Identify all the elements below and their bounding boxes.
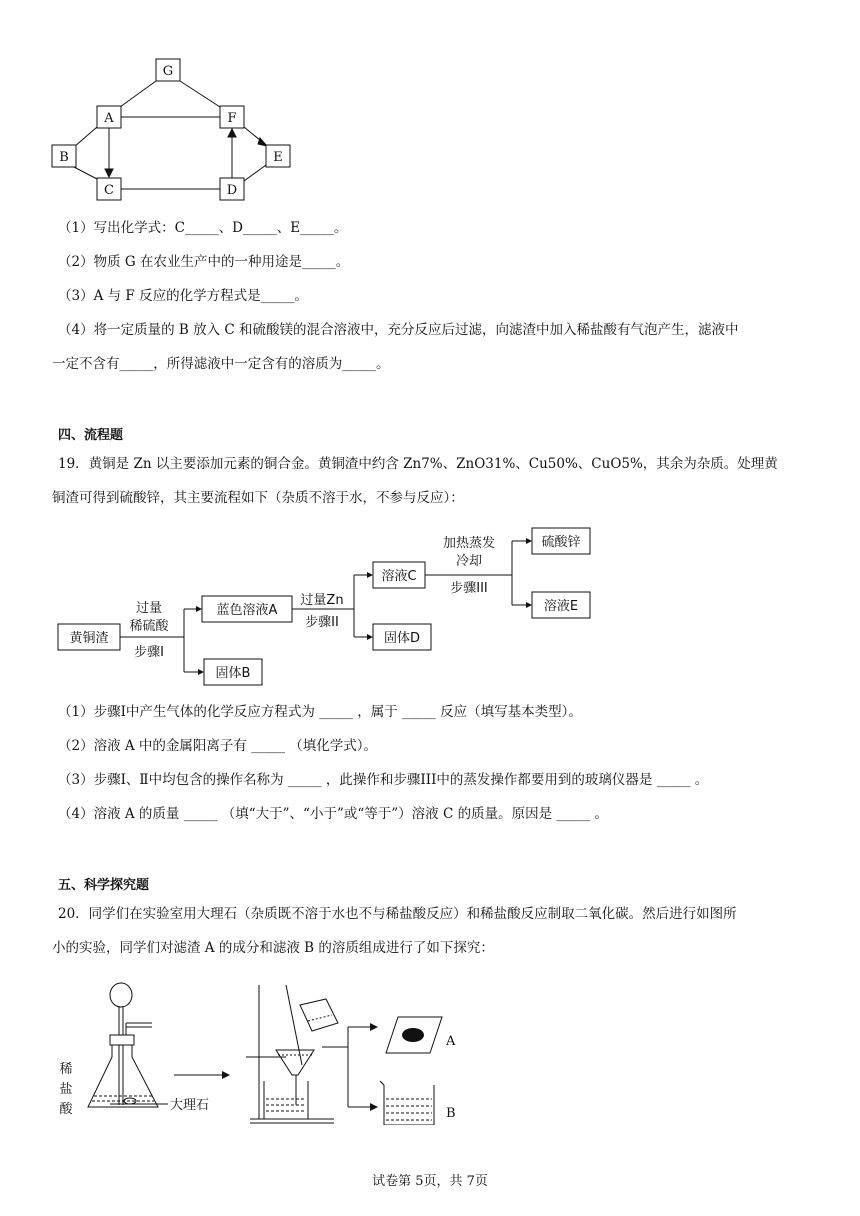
flow-step3-operation1: 加热蒸发 <box>442 536 496 551</box>
node-c: C <box>104 183 114 198</box>
label-acid-3: 酸 <box>59 1102 73 1117</box>
experiment-apparatus <box>50 975 470 1125</box>
q18-part2: （2）物质 G 在农业生产中的一种用途是_____。 <box>58 254 350 270</box>
q20-text-line1: 20．同学们在实验室用大理石（杂质既不溶于水也不与稀盐酸反应）和稀盐酸反应制取二氧化碳。然后进行如图所 <box>58 906 737 922</box>
flow-step3-operation2: 冷却 <box>455 554 483 569</box>
flow-zinc-sulfate-label: 硫酸锌 <box>541 535 581 550</box>
node-d: D <box>226 183 238 198</box>
q19-text-line2: 铜渣可得到硫酸锌，其主要流程如下（杂质不溶于水，不参与反应）： <box>52 490 464 506</box>
node-g: G <box>162 64 174 79</box>
section-heading-flow: 四、流程题 <box>58 428 124 443</box>
q18-part4-line2: 一定不含有_____，所得滤液中一定含有的溶质为_____。 <box>52 356 390 372</box>
flow-start-label: 黄铜渣 <box>69 631 109 646</box>
flow-solution-e-label: 溶液E <box>543 599 579 614</box>
label-filtrate-b: B <box>446 1106 456 1121</box>
q19-text-line1: 19．黄铜是 Zn 以主要添加元素的铜合金。黄铜渣中约含 Zn7%、ZnO31%、Cu50%、CuO5%，其余为杂质。处理黄 <box>58 456 778 472</box>
process-flow-diagram <box>56 520 596 690</box>
node-b: B <box>59 150 69 165</box>
q19-part4: （4）溶液 A 的质量 _____ （填“大于”、“小于”或“等于”）溶液 C 的质量。原因是 _____ 。 <box>58 806 608 822</box>
flow-step1-reagent1: 过量 <box>135 601 163 616</box>
q18-part1: （1）写出化学式：C_____、D_____、E_____。 <box>58 220 348 236</box>
q19-part3: （3）步骤Ⅰ、Ⅱ中均包含的操作名称为 _____ ，此操作和步骤III中的蒸发操作都要用到的玻璃仪器是 _____ 。 <box>58 772 709 788</box>
node-f: F <box>227 111 237 126</box>
label-residue-a: A <box>446 1034 456 1049</box>
flow-solid-d-label: 固体D <box>383 631 421 646</box>
flow-solution-c-label: 溶液C <box>381 569 417 584</box>
q20-text-line2: 小的实验，同学们对滤渣 A 的成分和滤液 B 的溶质组成进行了如下探究： <box>52 940 494 956</box>
relation-graph <box>50 55 310 205</box>
node-a: A <box>104 111 114 126</box>
flow-solid-b-label: 固体B <box>215 666 251 681</box>
flow-step2-label: 步骤II <box>305 615 339 630</box>
flow-step1-reagent2: 稀硫酸 <box>129 619 169 634</box>
section-heading-inquiry: 五、科学探究题 <box>58 878 150 893</box>
q18-part3: （3）A 与 F 反应的化学方程式是_____。 <box>58 288 308 304</box>
q19-part2: （2）溶液 A 中的金属阳离子有 _____ （填化学式）。 <box>58 738 378 754</box>
flow-step1-label: 步骤I <box>134 645 164 660</box>
q18-part4-line1: （4）将一定质量的 B 放入 C 和硫酸镁的混合溶液中，充分反应后过滤，向滤渣中加入稀盐酸有气泡产生，滤液中 <box>58 322 739 338</box>
page-footer: 试卷第 5页，共 7页 <box>372 1174 488 1189</box>
q19-part1: （1）步骤Ⅰ中产生气体的化学反应方程式为 _____ ，属于 _____ 反应（填写基本类型）。 <box>58 704 582 720</box>
flow-step3-label: 步骤III <box>450 581 488 596</box>
label-acid-1: 稀 <box>59 1062 73 1077</box>
node-e: E <box>273 150 283 165</box>
label-marble: 大理石 <box>170 1098 210 1113</box>
flow-solution-a-label: 蓝色溶液A <box>216 603 278 618</box>
flow-step2-reagent: 过量Zn <box>300 593 344 608</box>
label-acid-2: 盐 <box>59 1082 73 1097</box>
